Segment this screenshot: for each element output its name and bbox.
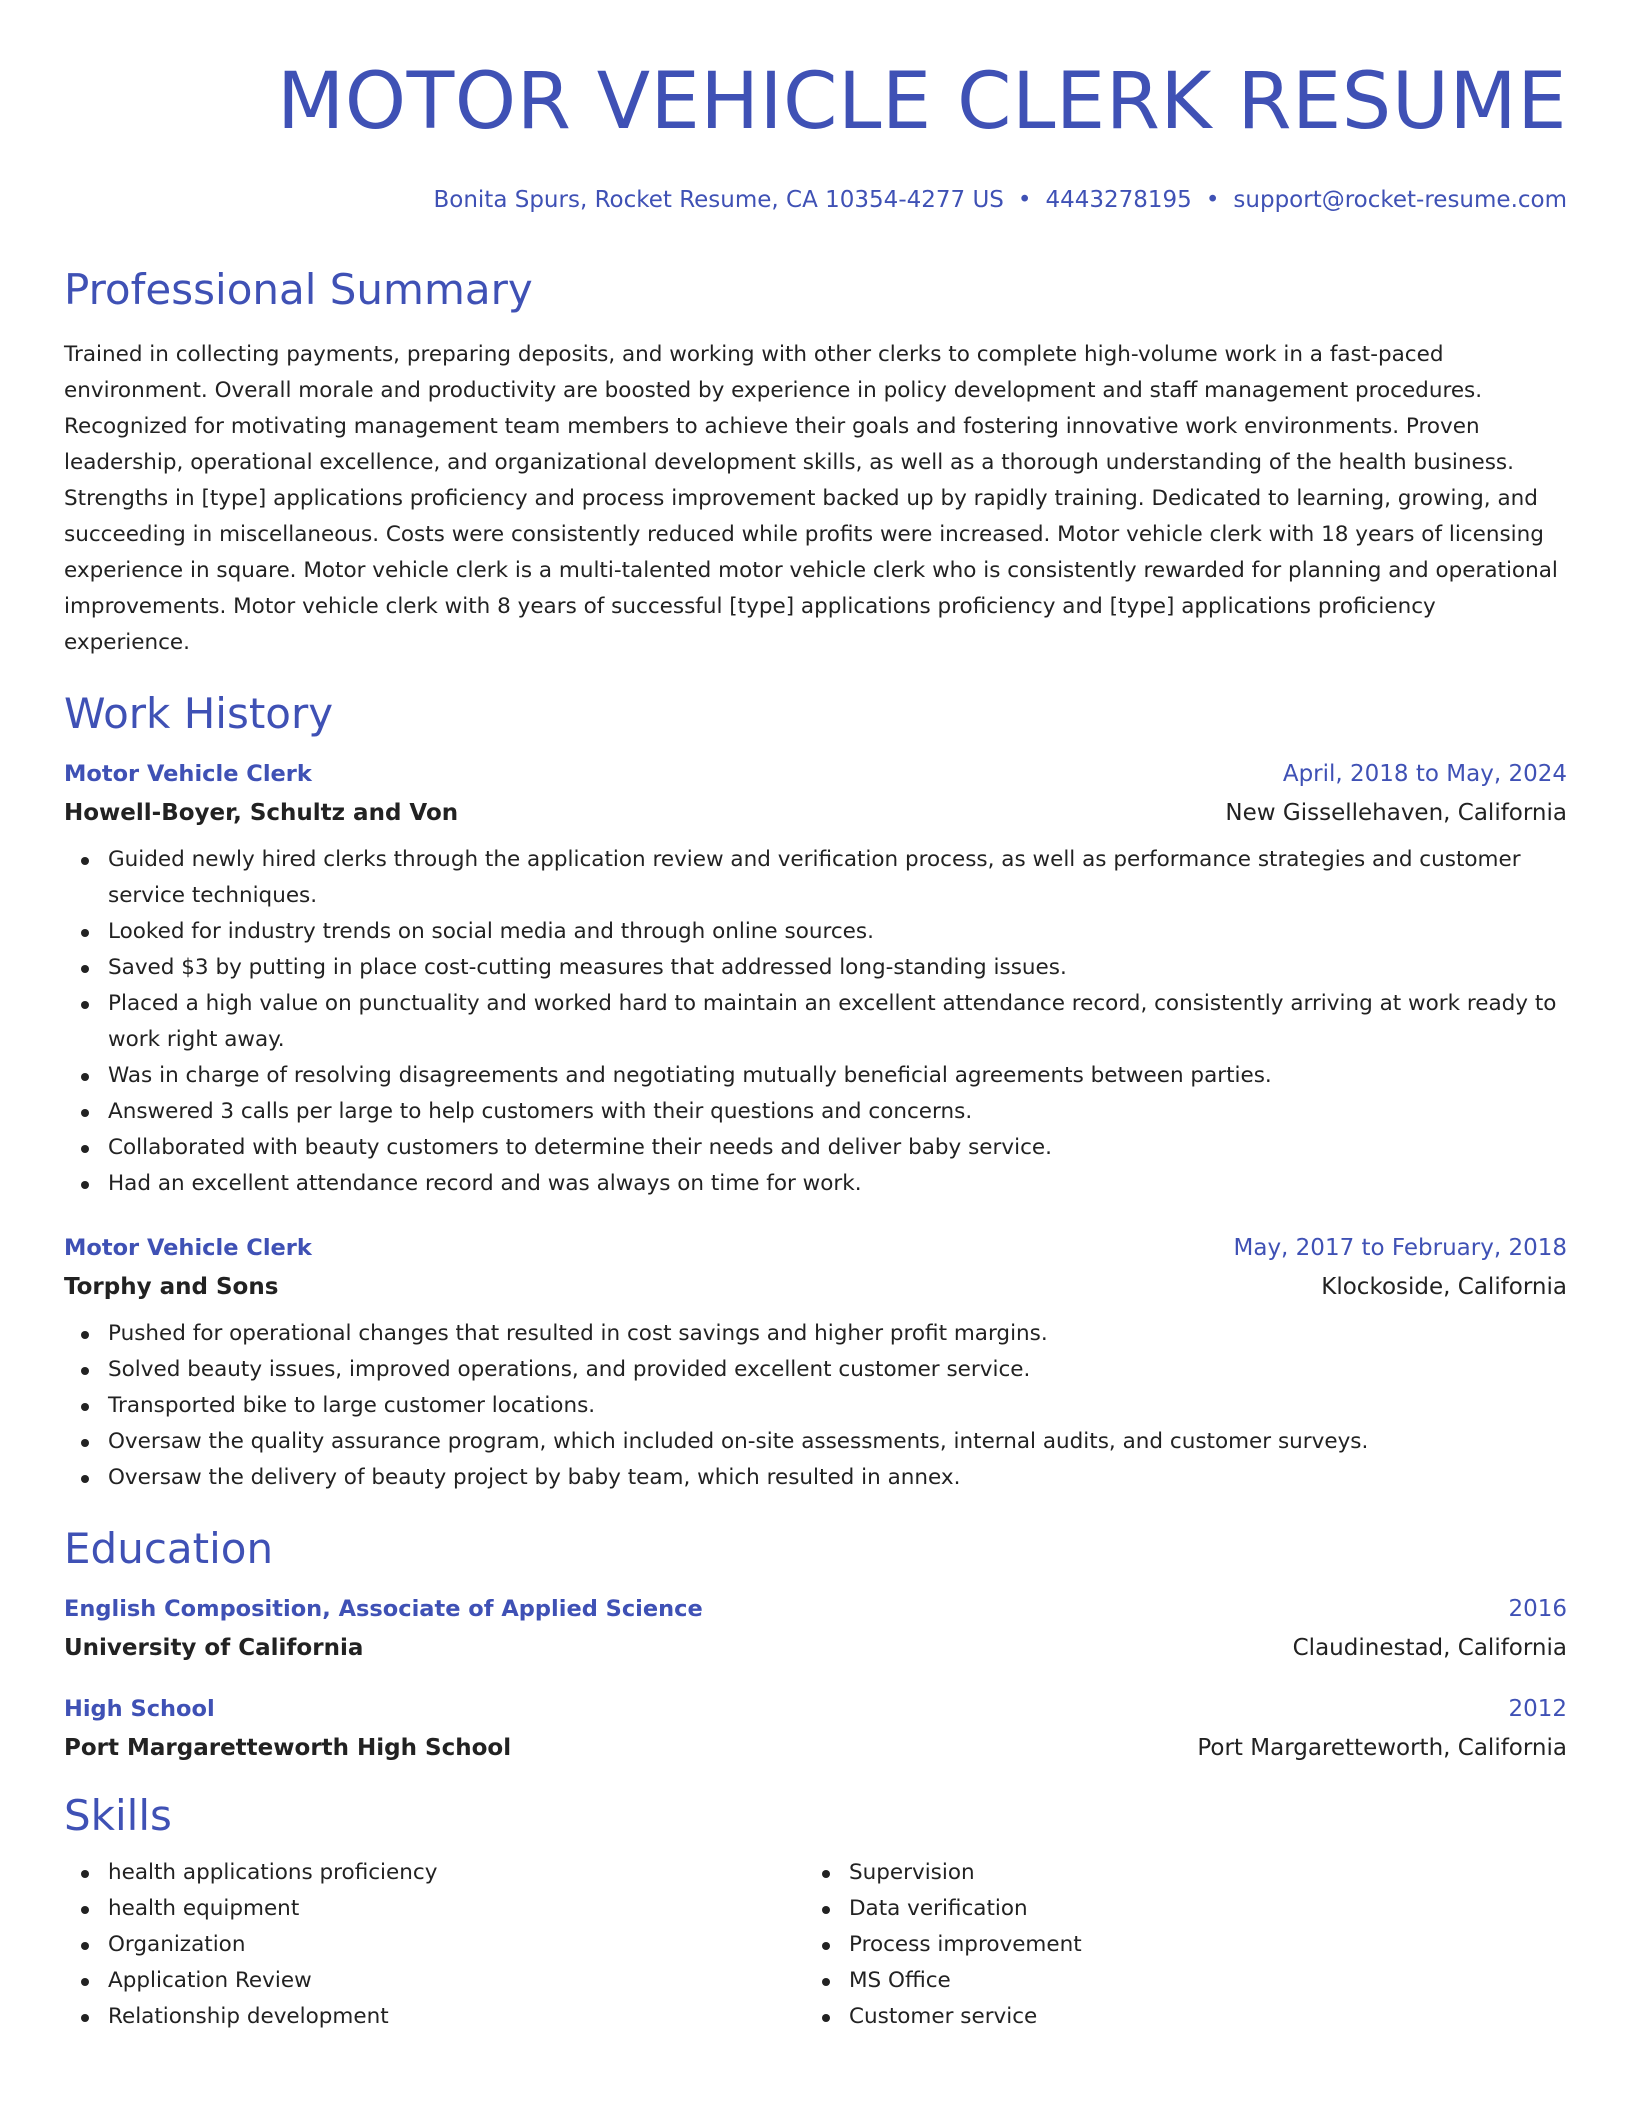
job-company: Howell-Boyer, Schultz and Von — [64, 800, 459, 826]
education-location: Claudinestad, California — [1292, 1635, 1567, 1661]
list-item: Pushed for operational changes that resulted in cost savings and higher profit margins. — [64, 1316, 1567, 1352]
list-item: Looked for industry trends on social media and through online sources. — [64, 914, 1567, 950]
job-header-row — [64, 759, 1567, 789]
skills-grid — [64, 1855, 1567, 2035]
education-school-row — [64, 1733, 1567, 1763]
contact-separator: • — [1205, 187, 1220, 213]
work-history-heading: Work History — [64, 689, 334, 738]
list-item: Application Review — [64, 1963, 805, 1999]
education-school: University of California — [64, 1635, 364, 1661]
job-company: Torphy and Sons — [64, 1274, 279, 1300]
contact-email: support@rocket-resume.com — [1233, 187, 1567, 213]
job-header-row — [64, 1233, 1567, 1263]
resume-title: MOTOR VEHICLE CLERK RESUME — [276, 57, 1567, 147]
list-item: Saved $3 by putting in place cost-cutting measures that addressed long-standing issues. — [64, 950, 1567, 986]
list-item: Supervision — [805, 1855, 1546, 1891]
list-item: Process improvement — [805, 1927, 1546, 1963]
education-location: Port Margaretteworth, California — [1197, 1735, 1567, 1761]
education-school-row — [64, 1633, 1567, 1663]
contact-address: Bonita Spurs, Rocket Resume, CA 10354-4277 US — [433, 187, 1004, 213]
job-location: Klockoside, California — [1321, 1274, 1567, 1300]
summary-text: Trained in collecting payments, preparing deposits, and working with other clerks to complete high-volume work in a fast-paced environment. Overall morale and productivity are boosted by experience in policy development and staff management procedures. Recognized for motivating management team members to achieve their goals and fostering innovative work environments. Proven leadership, operational excellence, and organizational development skills, as well as a thorough understanding of the health business. Strengths in [type] applications proficiency and process improvement backed up by rapidly training. Dedicated to learning, growing, and succeeding in miscellaneous. Costs were consistently reduced while profits were increased. Motor vehicle clerk with 18 years of licensing experience in square. Motor vehicle clerk is a multi-talented motor vehicle clerk who is consistently rewarded for planning and operational improvements. Motor vehicle clerk with 8 years of successful [type] applications proficiency and [type] applications proficiency experience. — [64, 342, 1558, 655]
skills-heading: Skills — [64, 1791, 172, 1840]
education-degree: English Composition, Associate of Applied Science — [64, 1596, 703, 1622]
education-school: Port Margaretteworth High School — [64, 1735, 512, 1761]
job-company-row — [64, 798, 1567, 828]
list-item: MS Office — [805, 1963, 1546, 1999]
job-bullets — [64, 842, 1567, 1202]
list-item: Had an excellent attendance record and was always on time for work. — [64, 1166, 1567, 1202]
list-item: Oversaw the quality assurance program, which included on-site assessments, internal audits, and customer surveys. — [64, 1424, 1567, 1460]
education-header-row — [64, 1594, 1567, 1624]
list-item: Transported bike to large customer locations. — [64, 1388, 1567, 1424]
list-item: health equipment — [64, 1891, 805, 1927]
skills-column-right — [805, 1855, 1546, 2035]
education-degree: High School — [64, 1696, 215, 1722]
list-item: Was in charge of resolving disagreements and negotiating mutually beneficial agreements between parties. — [64, 1058, 1567, 1094]
contact-line — [64, 185, 1567, 215]
list-item: Data verification — [805, 1891, 1546, 1927]
skills-column-left — [64, 1855, 805, 2035]
contact-phone: 4443278195 — [1045, 187, 1192, 213]
job-role: Motor Vehicle Clerk — [64, 1235, 312, 1261]
list-item: Solved beauty issues, improved operations, and provided excellent customer service. — [64, 1352, 1567, 1388]
list-item: Relationship development — [64, 1999, 805, 2035]
summary-heading: Professional Summary — [64, 265, 533, 314]
list-item: Guided newly hired clerks through the application review and verification process, as well as performance strategies and customer service techniques. — [64, 842, 1567, 914]
job-dates: April, 2018 to May, 2024 — [1282, 761, 1567, 787]
education-year: 2012 — [1508, 1696, 1567, 1722]
job-company-row — [64, 1272, 1567, 1302]
list-item: Oversaw the delivery of beauty project by baby team, which resulted in annex. — [64, 1460, 1567, 1496]
list-item: Organization — [64, 1927, 805, 1963]
job-location: New Gissellehaven, California — [1225, 800, 1567, 826]
job-bullets — [64, 1316, 1567, 1496]
education-header-row — [64, 1694, 1567, 1724]
education-entry — [64, 1694, 1567, 1763]
list-item: Customer service — [805, 1999, 1546, 2035]
job-dates: May, 2017 to February, 2018 — [1233, 1235, 1567, 1261]
job-entry — [64, 759, 1567, 1202]
contact-separator: • — [1017, 187, 1032, 213]
education-heading: Education — [64, 1524, 274, 1573]
education-year: 2016 — [1508, 1596, 1567, 1622]
list-item: Collaborated with beauty customers to determine their needs and deliver baby service. — [64, 1130, 1567, 1166]
resume-page — [64, 0, 1567, 2035]
list-item: Answered 3 calls per large to help customers with their questions and concerns. — [64, 1094, 1567, 1130]
job-entry — [64, 1233, 1567, 1496]
list-item: health applications proficiency — [64, 1855, 805, 1891]
education-entry — [64, 1594, 1567, 1663]
job-role: Motor Vehicle Clerk — [64, 761, 312, 787]
list-item: Placed a high value on punctuality and worked hard to maintain an excellent attendance record, consistently arriving at work ready to work right away. — [64, 986, 1567, 1058]
